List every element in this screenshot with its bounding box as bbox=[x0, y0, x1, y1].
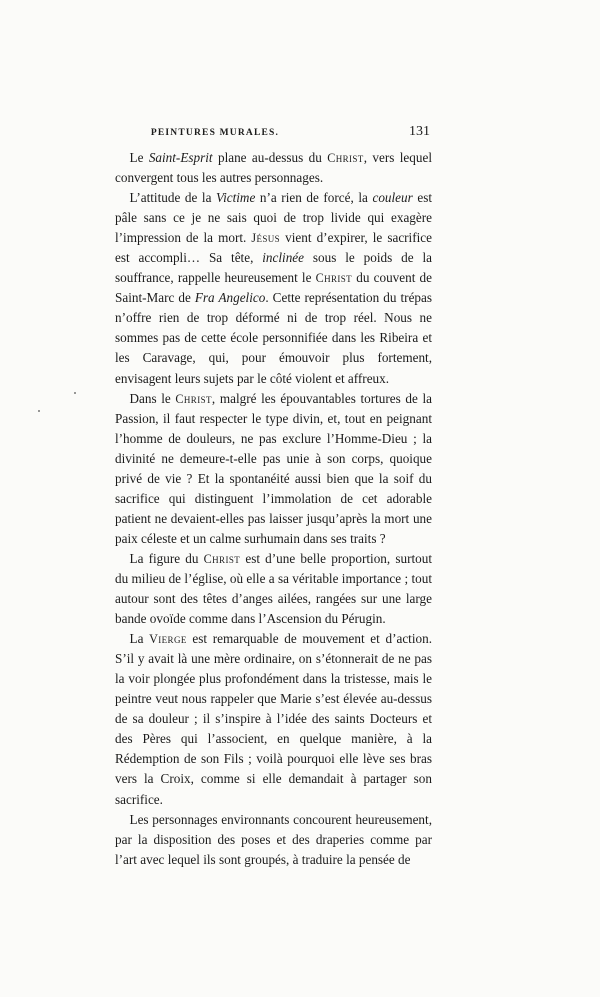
paragraph bbox=[115, 810, 432, 870]
running-title: PEINTURES MURALES. bbox=[150, 128, 280, 138]
text-run: est d’une belle proportion, surtout du milieu de l’église, où elle a sa véritable importance ; tout autour sont des têtes d’anges ailées, rangées sur une large bande ovoïde comme dans l’Ascension du Pérugin. bbox=[115, 550, 432, 627]
text-run: Dans le bbox=[129, 390, 176, 406]
small-caps-text: Jésus bbox=[251, 231, 281, 246]
small-caps-text: Christ bbox=[327, 151, 364, 165]
text-run: L’attitude de la bbox=[129, 190, 216, 206]
page-number: 131 bbox=[409, 124, 430, 139]
paragraph bbox=[115, 629, 432, 809]
body-text bbox=[115, 148, 432, 870]
text-run: Le bbox=[129, 150, 149, 165]
italic-text: Victime bbox=[216, 190, 256, 206]
paper-speck bbox=[74, 392, 76, 394]
text-run: . Cette représentation du trépas n’offre rien de trop déformé ni de trop réel. Nous ne sommes pas de cette école personnifiée dans les Ribeira et les Caravage, qui, pour émouvoir plus fortement, envisagent leurs sujets par le côté violent et affreux. bbox=[115, 290, 432, 386]
text-run: plane au-dessus du bbox=[212, 150, 328, 165]
text-run: , vers lequel convergent tous les autres personnages. bbox=[115, 150, 432, 186]
small-caps-text: Vierge bbox=[149, 632, 187, 647]
text-run: est remarquable de mouvement et d’action. S’il y avait là une mère ordinaire, on s’étonnerait de ne pas la voir plongée plus profondément dans la tristesse, mais le peintre veut nous rappeler que Marie s’est élevée au-dessus de sa douleur ; il s’inspire à l’idée des saints Docteurs et des Pères qui l’associent, en quelque manière, à la Rédemption de son Fils ; voilà pourquoi elle lève ses bras vers la Croix, comme si elle demandait à partager son sacrifice. bbox=[115, 631, 432, 807]
small-caps-text: Christ bbox=[203, 551, 241, 566]
text-run: La figure du bbox=[129, 550, 204, 566]
paper-speck bbox=[38, 410, 40, 412]
text-run: La bbox=[129, 631, 150, 647]
small-caps-text: Christ bbox=[175, 391, 212, 406]
text-run: Les personnages environnants concourent heureusement, par la disposition des poses et des draperies comme par l’art avec lequel ils sont groupés, à traduire la pensée de bbox=[115, 811, 432, 867]
italic-text: inclinée bbox=[262, 250, 305, 266]
italic-text: couleur bbox=[372, 190, 413, 206]
small-caps-text: Christ bbox=[315, 271, 353, 286]
paragraph bbox=[115, 188, 432, 388]
text-run: n’a rien de forcé, la bbox=[255, 190, 373, 206]
paragraph bbox=[115, 549, 432, 629]
text-run: , malgré les épouvantables tortures de la Passion, il faut respecter le type divin, et, tout en peignant l’homme de douleurs, ne pas exclure l’Homme-Dieu ; la divinité ne demeure-t-elle pas unie à son corps, quoique privé de vie ? Et la spontanéité aussi bien que la soif du sacrifice qui distinguent l’immolation de cet adorable patient ne devaient-elles pas laisser jusqu’après la mort une paix céleste et un calme surhumain dans ses traits ? bbox=[115, 390, 432, 546]
paragraph bbox=[115, 389, 432, 549]
italic-text: Fra Angelico bbox=[194, 290, 266, 306]
text-run: du couvent de Saint-Marc de bbox=[115, 270, 432, 306]
paragraph bbox=[115, 148, 432, 188]
text-run: est pâle sans ce je ne sais quoi de trop livide qui exagère l’impression de la mort. bbox=[115, 190, 432, 246]
text-run: vient d’expirer, le sacrifice est accompli… Sa tête, bbox=[115, 230, 432, 266]
italic-text: Saint-Esprit bbox=[148, 150, 213, 165]
text-run: sous le poids de la souffrance, rappelle heureusement le bbox=[115, 250, 432, 286]
